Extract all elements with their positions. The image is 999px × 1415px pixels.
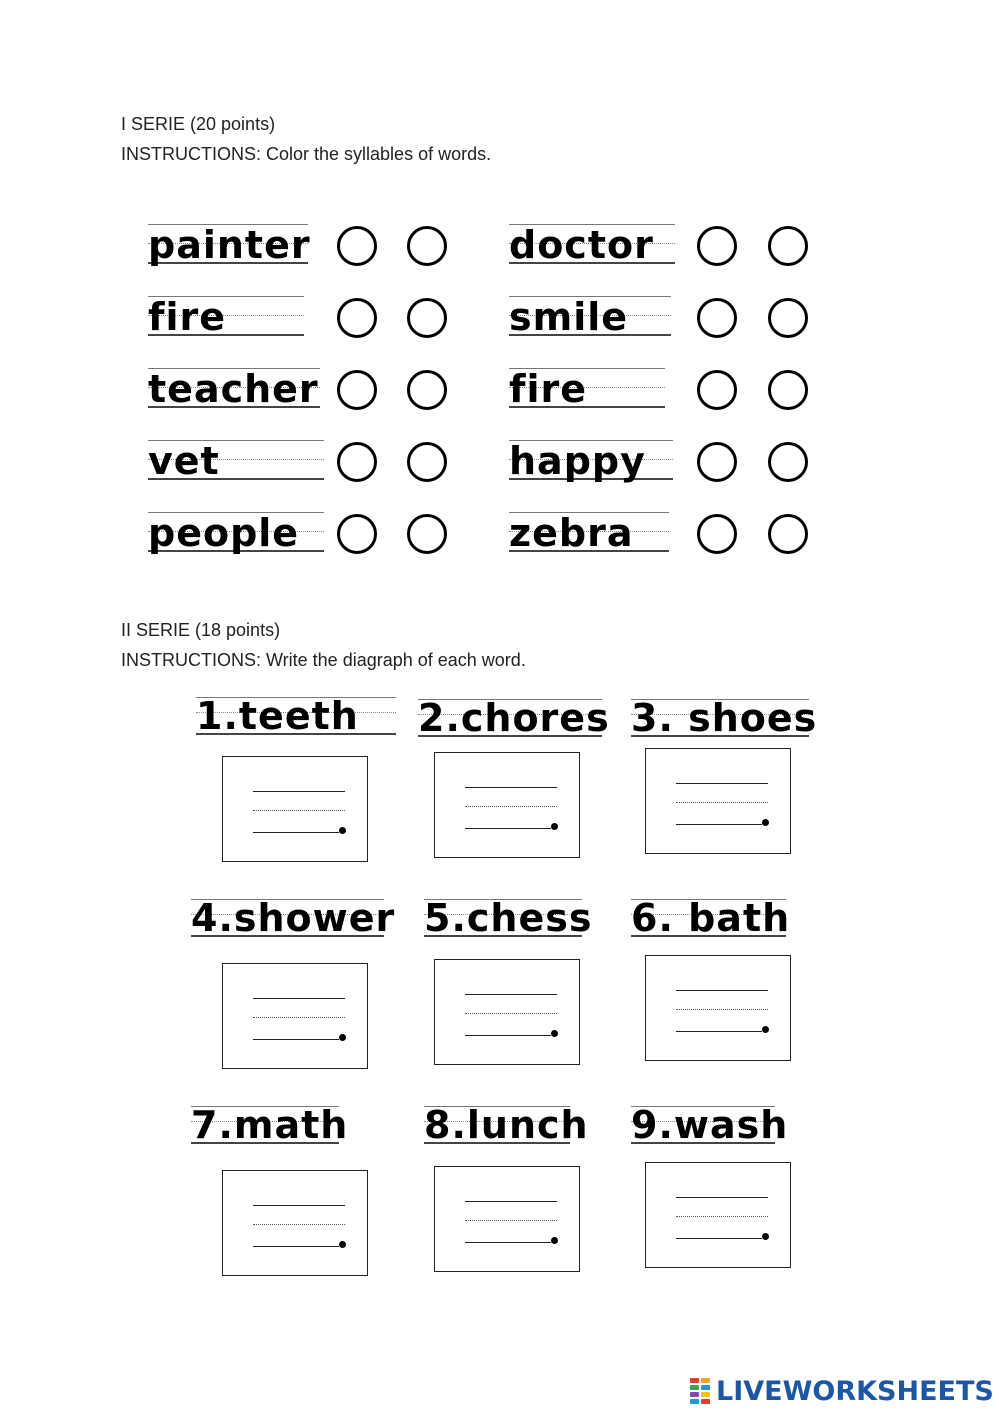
word-row	[148, 512, 324, 568]
syllable-circle[interactable]	[697, 226, 737, 266]
liveworksheets-logo-icon	[690, 1378, 712, 1404]
diagraph-word	[418, 696, 610, 749]
word-row	[509, 296, 671, 352]
diagraph-word	[191, 896, 396, 949]
word-label: zebra	[509, 511, 634, 555]
syllable-circle[interactable]	[768, 298, 808, 338]
diagraph-word	[424, 896, 593, 949]
diagraph-word	[631, 1103, 789, 1156]
syllable-circle[interactable]	[337, 226, 377, 266]
answer-box[interactable]	[434, 959, 580, 1065]
word-label: people	[148, 511, 300, 555]
diagraph-word	[631, 696, 818, 749]
section1-title: I SERIE (20 points)	[121, 114, 276, 134]
diagraph-word-label: 8.lunch	[424, 1103, 589, 1147]
diagraph-word-label: 9.wash	[631, 1103, 789, 1147]
syllable-circle[interactable]	[697, 370, 737, 410]
answer-box[interactable]	[222, 756, 368, 862]
diagraph-word	[196, 694, 396, 747]
word-row	[148, 223, 311, 280]
syllable-circle[interactable]	[768, 514, 808, 554]
syllable-circle[interactable]	[407, 514, 447, 554]
word-row	[509, 368, 665, 424]
diagraph-word-label: 4.shower	[191, 896, 396, 940]
syllable-circle[interactable]	[407, 298, 447, 338]
section2-instructions: INSTRUCTIONS: Write the diagraph of each word.	[121, 650, 526, 670]
diagraph-word-label: 7.math	[191, 1103, 349, 1147]
syllable-circle[interactable]	[768, 442, 808, 482]
syllable-circle[interactable]	[337, 442, 377, 482]
syllable-circle[interactable]	[697, 298, 737, 338]
word-label: teacher	[148, 367, 319, 411]
diagraph-word	[631, 896, 791, 949]
answer-box[interactable]	[645, 1162, 791, 1268]
word-row	[509, 512, 669, 568]
answer-box[interactable]	[434, 1166, 580, 1272]
answer-box[interactable]	[222, 1170, 368, 1276]
word-label: happy	[509, 439, 646, 483]
word-row	[509, 440, 673, 496]
syllable-circle[interactable]	[768, 370, 808, 410]
diagraph-word-label: 6. bath	[631, 896, 791, 940]
syllable-circle[interactable]	[337, 370, 377, 410]
word-row	[148, 440, 324, 496]
answer-box[interactable]	[645, 748, 791, 854]
liveworksheets-logo	[690, 1376, 994, 1406]
word-label: vet	[148, 439, 220, 483]
diagraph-word-label: 3. shoes	[631, 696, 818, 740]
syllable-circle[interactable]	[407, 442, 447, 482]
section1-instructions: INSTRUCTIONS: Color the syllables of words.	[121, 144, 492, 164]
section2-title: II SERIE (18 points)	[121, 620, 281, 640]
word-label: fire	[509, 367, 588, 411]
word-label: smile	[509, 295, 629, 339]
answer-box[interactable]	[222, 963, 368, 1069]
word-row	[509, 224, 675, 280]
diagraph-word-label: 1.teeth	[196, 694, 359, 738]
liveworksheets-brand: LIVEWORKSHEETS	[716, 1375, 994, 1407]
word-label: doctor	[509, 223, 654, 267]
syllable-circle[interactable]	[407, 226, 447, 266]
word-label: fire	[148, 295, 227, 339]
syllable-circle[interactable]	[337, 298, 377, 338]
word-row	[148, 296, 304, 352]
answer-box[interactable]	[434, 752, 580, 858]
word-label: painter	[148, 223, 311, 267]
word-row	[148, 368, 320, 424]
syllable-circle[interactable]	[768, 226, 808, 266]
syllable-circle[interactable]	[697, 514, 737, 554]
answer-box[interactable]	[645, 955, 791, 1061]
syllable-circle[interactable]	[407, 370, 447, 410]
syllable-circle[interactable]	[337, 514, 377, 554]
diagraph-word	[191, 1103, 349, 1156]
diagraph-word-label: 5.chess	[424, 896, 593, 940]
syllable-circle[interactable]	[697, 442, 737, 482]
diagraph-word-label: 2.chores	[418, 696, 610, 740]
diagraph-word	[424, 1103, 589, 1156]
